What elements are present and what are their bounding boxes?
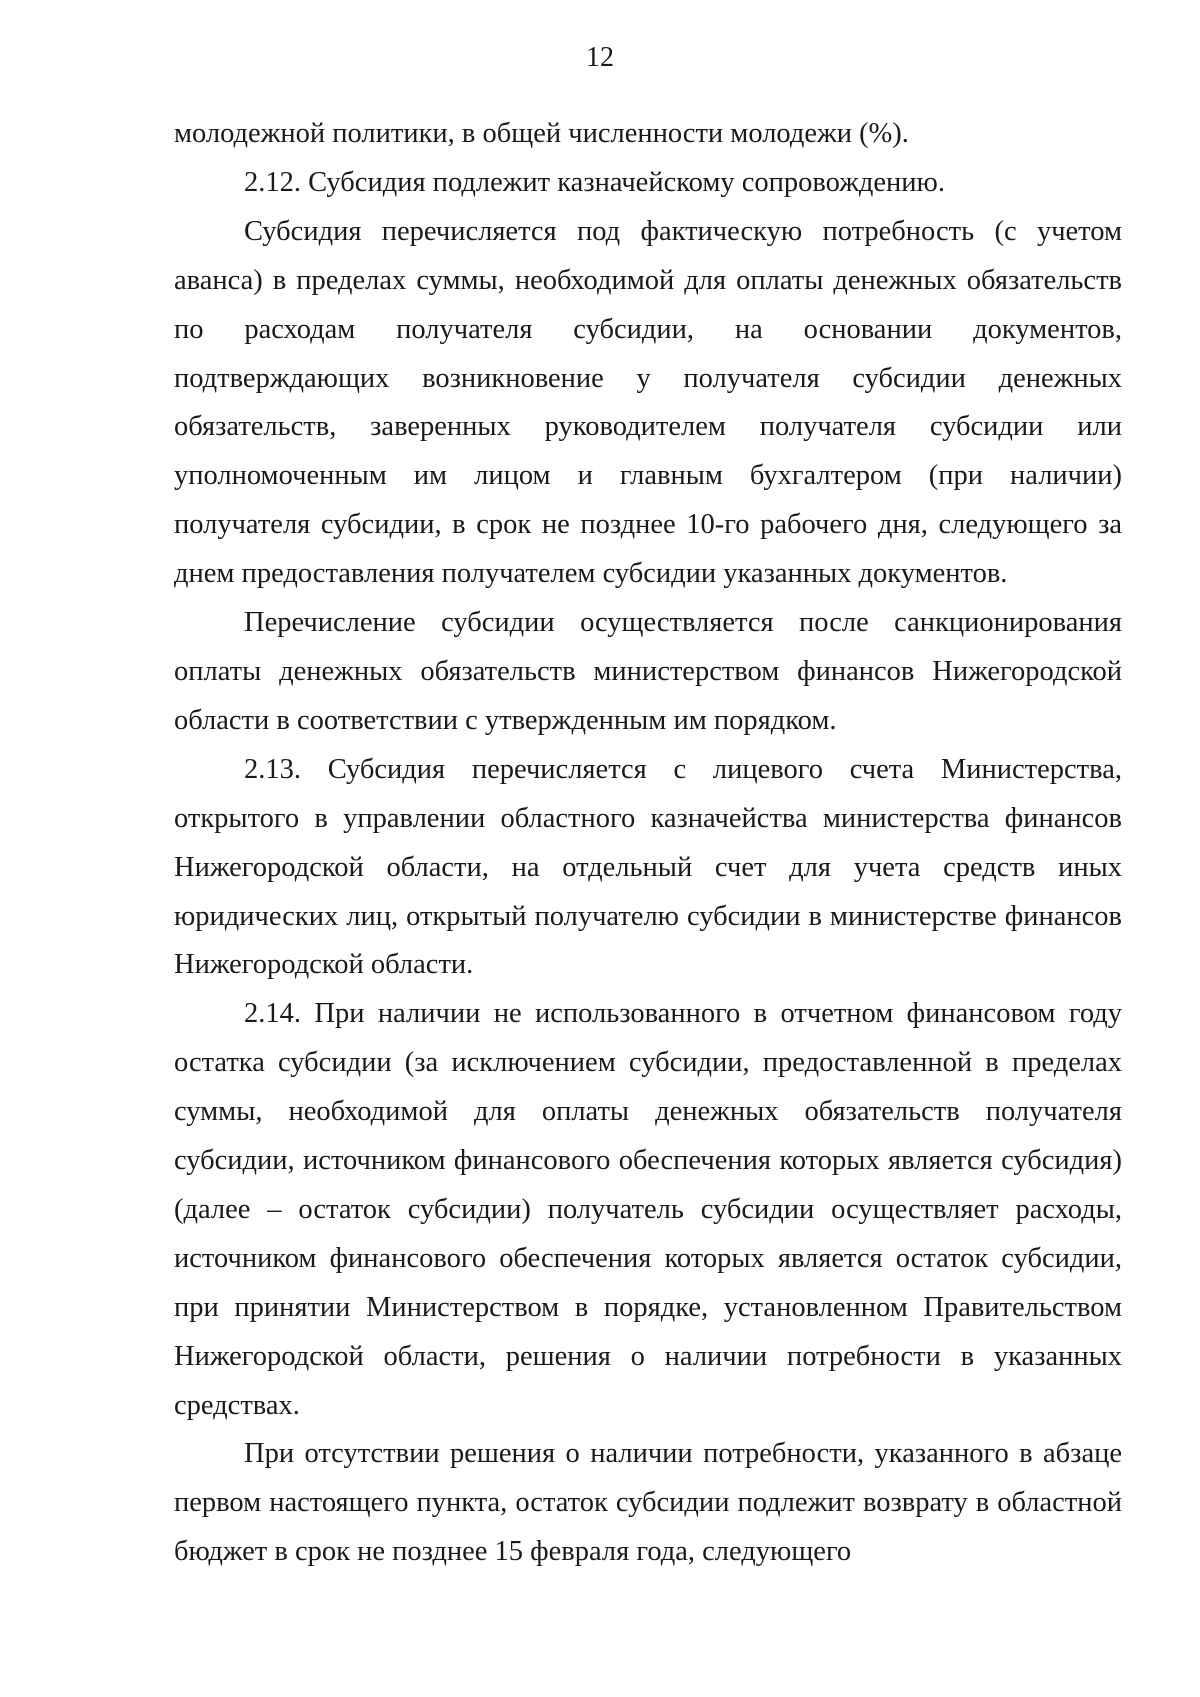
page-number: 12 [586,42,614,73]
paragraph-2-13: 2.13. Субсидия перечисляется с лицевого счета Министерства, открытого в управлении областного казначейства министерства финансов Нижегородской области, на отдельный счет для учета средств иных юридических лиц, открытый получателю субсидии в министерстве финансов Нижегородской области. [174,753,1122,981]
document-body [174,110,1122,1577]
paragraph-no-decision: При отсутствии решения о наличии потребности, указанного в абзаце первом настоящего пункта, остаток субсидии подлежит возврату в областной бюджет в срок не позднее 15 февраля года, следующего [174,1438,1122,1568]
paragraph-2-14: 2.14. При наличии не использованного в отчетном финансовом году остатка субсидии (за исключением субсидии, предоставленной в пределах суммы, необходимой для оплаты денежных обязательств получателя субсидии, источником финансового обеспечения которых является субсидия) (далее – остаток субсидии) получатель субсидии осуществляет расходы, источником финансового обеспечения которых является остаток субсидии, при принятии Министерством в порядке, установленном Правительством Нижегородской области, решения о наличии потребности в указанных средствах. [174,998,1122,1421]
paragraph-subsidy-transfer: Субсидия перечисляется под фактическую потребность (с учетом аванса) в пределах суммы, необходимой для оплаты денежных обязательств по расходам получателя субсидии, на основании документов, подтверждающих возникновение у получателя субсидии денежных обязательств, заверенных руководителем получателя субсидии или уполномоченным им лицом и главным бухгалтером (при наличии) получателя субсидии, в срок не позднее 10-го рабочего дня, следующего за днем предоставления получателем субсидии указанных документов. [174,215,1122,590]
paragraph-2-12: 2.12. Субсидия подлежит казначейскому сопровождению. [244,166,945,198]
paragraph-sanctioning: Перечисление субсидии осуществляется после санкционирования оплаты денежных обязательств министерством финансов Нижегородской области в соответствии с утвержденным им порядком. [174,607,1122,736]
paragraph-continuation: молодежной политики, в общей численности молодежи (%). [174,118,909,149]
